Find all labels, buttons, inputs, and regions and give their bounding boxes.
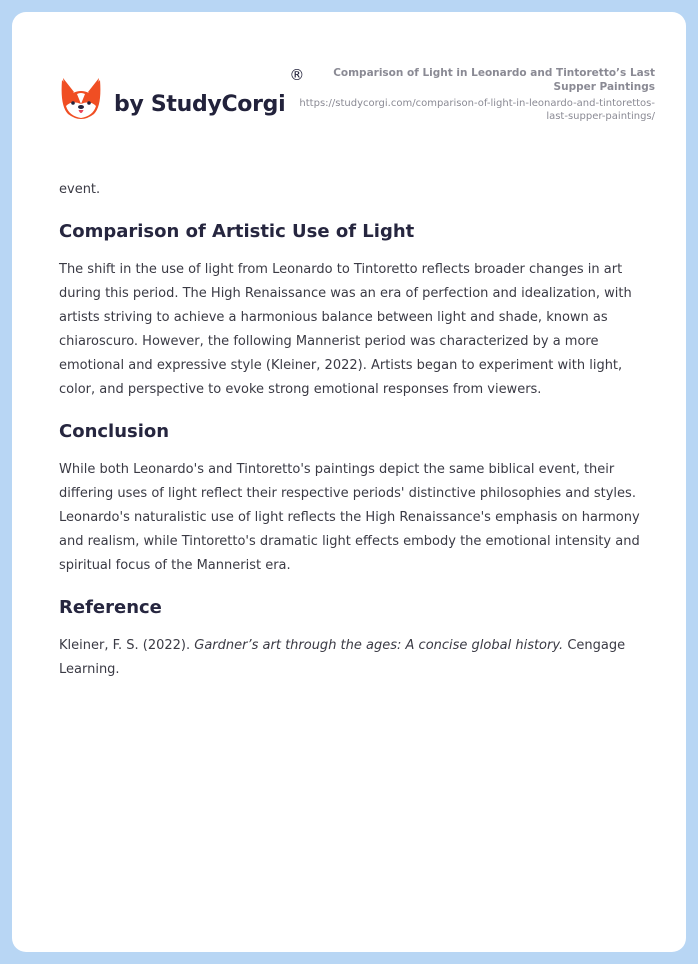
logo-text: by StudyCorgi [114,91,286,117]
document-meta [295,66,655,123]
document-title: Comparison of Light in Leonardo and Tintoretto’s Last Supper Paintings [333,67,655,93]
studycorgi-logo[interactable] [60,66,305,122]
document-card [12,12,686,952]
reference-entry [59,634,655,682]
reference-title: Gardner’s art through the ages: A concise global history. [194,638,564,653]
registered-mark: ® [289,66,305,84]
reference-authors-year: Kleiner, F. S. (2022). [59,638,195,653]
corgi-logo-icon [60,76,102,122]
section-paragraph-comparison: The shift in the use of light from Leonardo to Tintoretto reflects broader changes in art during this period. The High Renaissance was an era of perfection and idealization, with artists striving to achieve a harmonious balance between light and shade, known as chiaroscuro. However, the following Mannerist period was characterized by a more emotional and expressive style (Kleiner, 2022). Artists began to experiment with light, color, and perspective to evoke strong emotional responses from viewers. [59,262,632,397]
reference-publisher: Cengage Learning. [59,638,626,677]
page-header [12,12,686,152]
document-url[interactable]: https://studycorgi.com/comparison-of-light-in-leonardo-and-tintorettos-last-supper-paintings/ [299,98,655,122]
article-content [59,178,655,682]
section-heading-conclusion: Conclusion [59,421,170,442]
section-paragraph-conclusion: While both Leonardo's and Tintoretto's paintings depict the same biblical event, their differing uses of light reflect their respective periods' distinctive philosophies and styles. Leonardo's naturalistic use of light reflects the High Renaissance's emphasis on harmony and realism, while Tintoretto's dramatic light effects embody the emotional intensity and spiritual focus of the Mannerist era. [59,462,640,573]
paragraph-fragment: event. [59,182,101,197]
section-heading-reference: Reference [59,597,162,618]
section-heading-comparison: Comparison of Artistic Use of Light [59,221,415,242]
